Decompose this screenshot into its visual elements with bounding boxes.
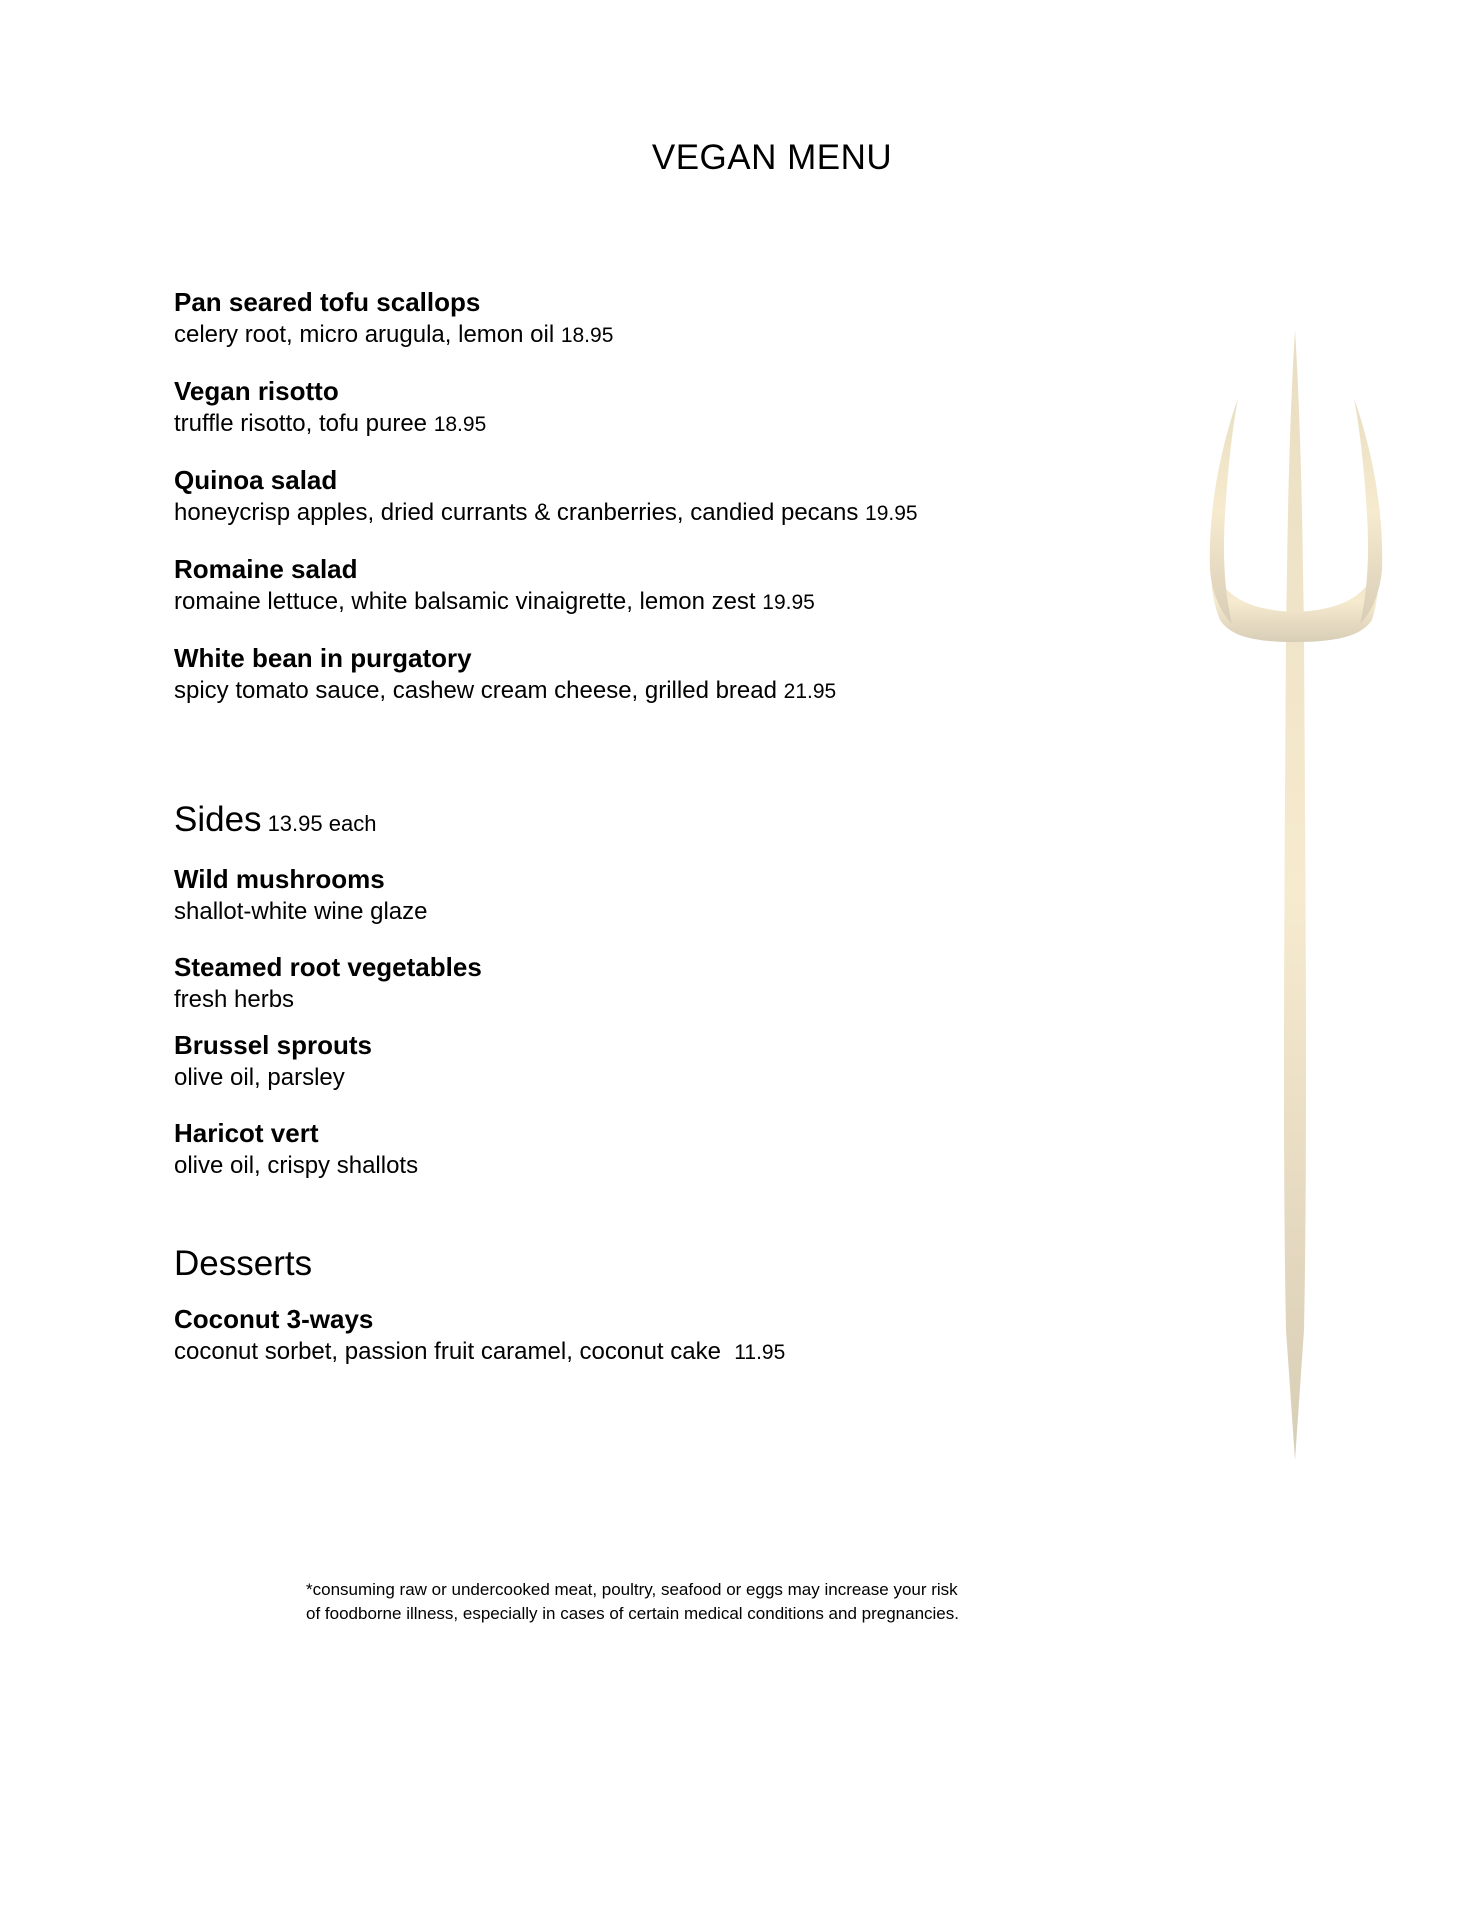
- menu-item: [174, 641, 1174, 708]
- sides-heading: [174, 798, 1174, 846]
- page-title: VEGAN MENU: [651, 138, 893, 177]
- item-desc-text: romaine lettuce, white balsamic vinaigrette, lemon zest: [174, 588, 756, 615]
- item-name: Quinoa salad: [174, 465, 338, 495]
- item-desc-text: coconut sorbet, passion fruit caramel, coconut cake: [174, 1338, 721, 1365]
- menu-item: [174, 463, 1174, 530]
- item-name: Romaine salad: [174, 554, 358, 584]
- disclaimer-line-2: of foodborne illness, especially in cases of certain medical conditions and pregnancies.: [306, 1604, 959, 1623]
- item-desc-text: truffle risotto, tofu puree: [174, 410, 428, 437]
- side-item: [174, 950, 1174, 1016]
- menu-item: [174, 552, 1174, 619]
- item-price: 19.95: [762, 591, 815, 614]
- side-item: [174, 1116, 1174, 1182]
- item-desc-text: spicy tomato sauce, cashew cream cheese, grilled bread: [174, 677, 777, 704]
- menu-body: [174, 285, 1174, 1391]
- item-name: Wild mushrooms: [174, 864, 385, 894]
- item-name: Brussel sprouts: [174, 1030, 372, 1060]
- item-name: Coconut 3-ways: [174, 1304, 374, 1334]
- side-item: [174, 1028, 1174, 1094]
- item-description: [174, 586, 1174, 619]
- item-name: Vegan risotto: [174, 376, 339, 406]
- item-description: fresh herbs: [174, 986, 295, 1013]
- item-desc-text: honeycrisp apples, dried currants & cranberries, candied pecans: [174, 499, 859, 526]
- food-safety-disclaimer: [306, 1578, 1066, 1626]
- item-description: [174, 408, 1174, 441]
- item-price: 18.95: [433, 413, 487, 436]
- item-description: [174, 675, 1174, 708]
- item-name: Haricot vert: [174, 1118, 319, 1148]
- item-price: 18.95: [560, 324, 614, 347]
- item-name: White bean in purgatory: [174, 643, 472, 673]
- item-description: [174, 319, 1174, 352]
- desserts-heading: Desserts: [174, 1244, 313, 1283]
- sides-title: Sides: [174, 800, 262, 839]
- item-price: 21.95: [783, 680, 837, 703]
- item-description: olive oil, parsley: [174, 1064, 345, 1091]
- sides-price-note: 13.95 each: [267, 811, 377, 836]
- menu-item: [174, 374, 1174, 441]
- item-price: 11.95: [734, 1341, 786, 1364]
- disclaimer-line-1: *consuming raw or undercooked meat, poultry, seafood or eggs may increase your risk: [306, 1580, 958, 1599]
- item-price: 19.95: [865, 502, 918, 525]
- item-name: Steamed root vegetables: [174, 952, 482, 982]
- item-description: olive oil, crispy shallots: [174, 1152, 419, 1179]
- side-item: [174, 862, 1174, 928]
- item-desc-text: celery root, micro arugula, lemon oil: [174, 321, 555, 348]
- trident-icon: [1190, 330, 1420, 1470]
- item-description: shallot-white wine glaze: [174, 898, 428, 925]
- item-name: Pan seared tofu scallops: [174, 287, 481, 317]
- menu-item: [174, 285, 1174, 352]
- item-description: [174, 1336, 1174, 1369]
- item-description: [174, 497, 1174, 530]
- dessert-item: [174, 1302, 1174, 1369]
